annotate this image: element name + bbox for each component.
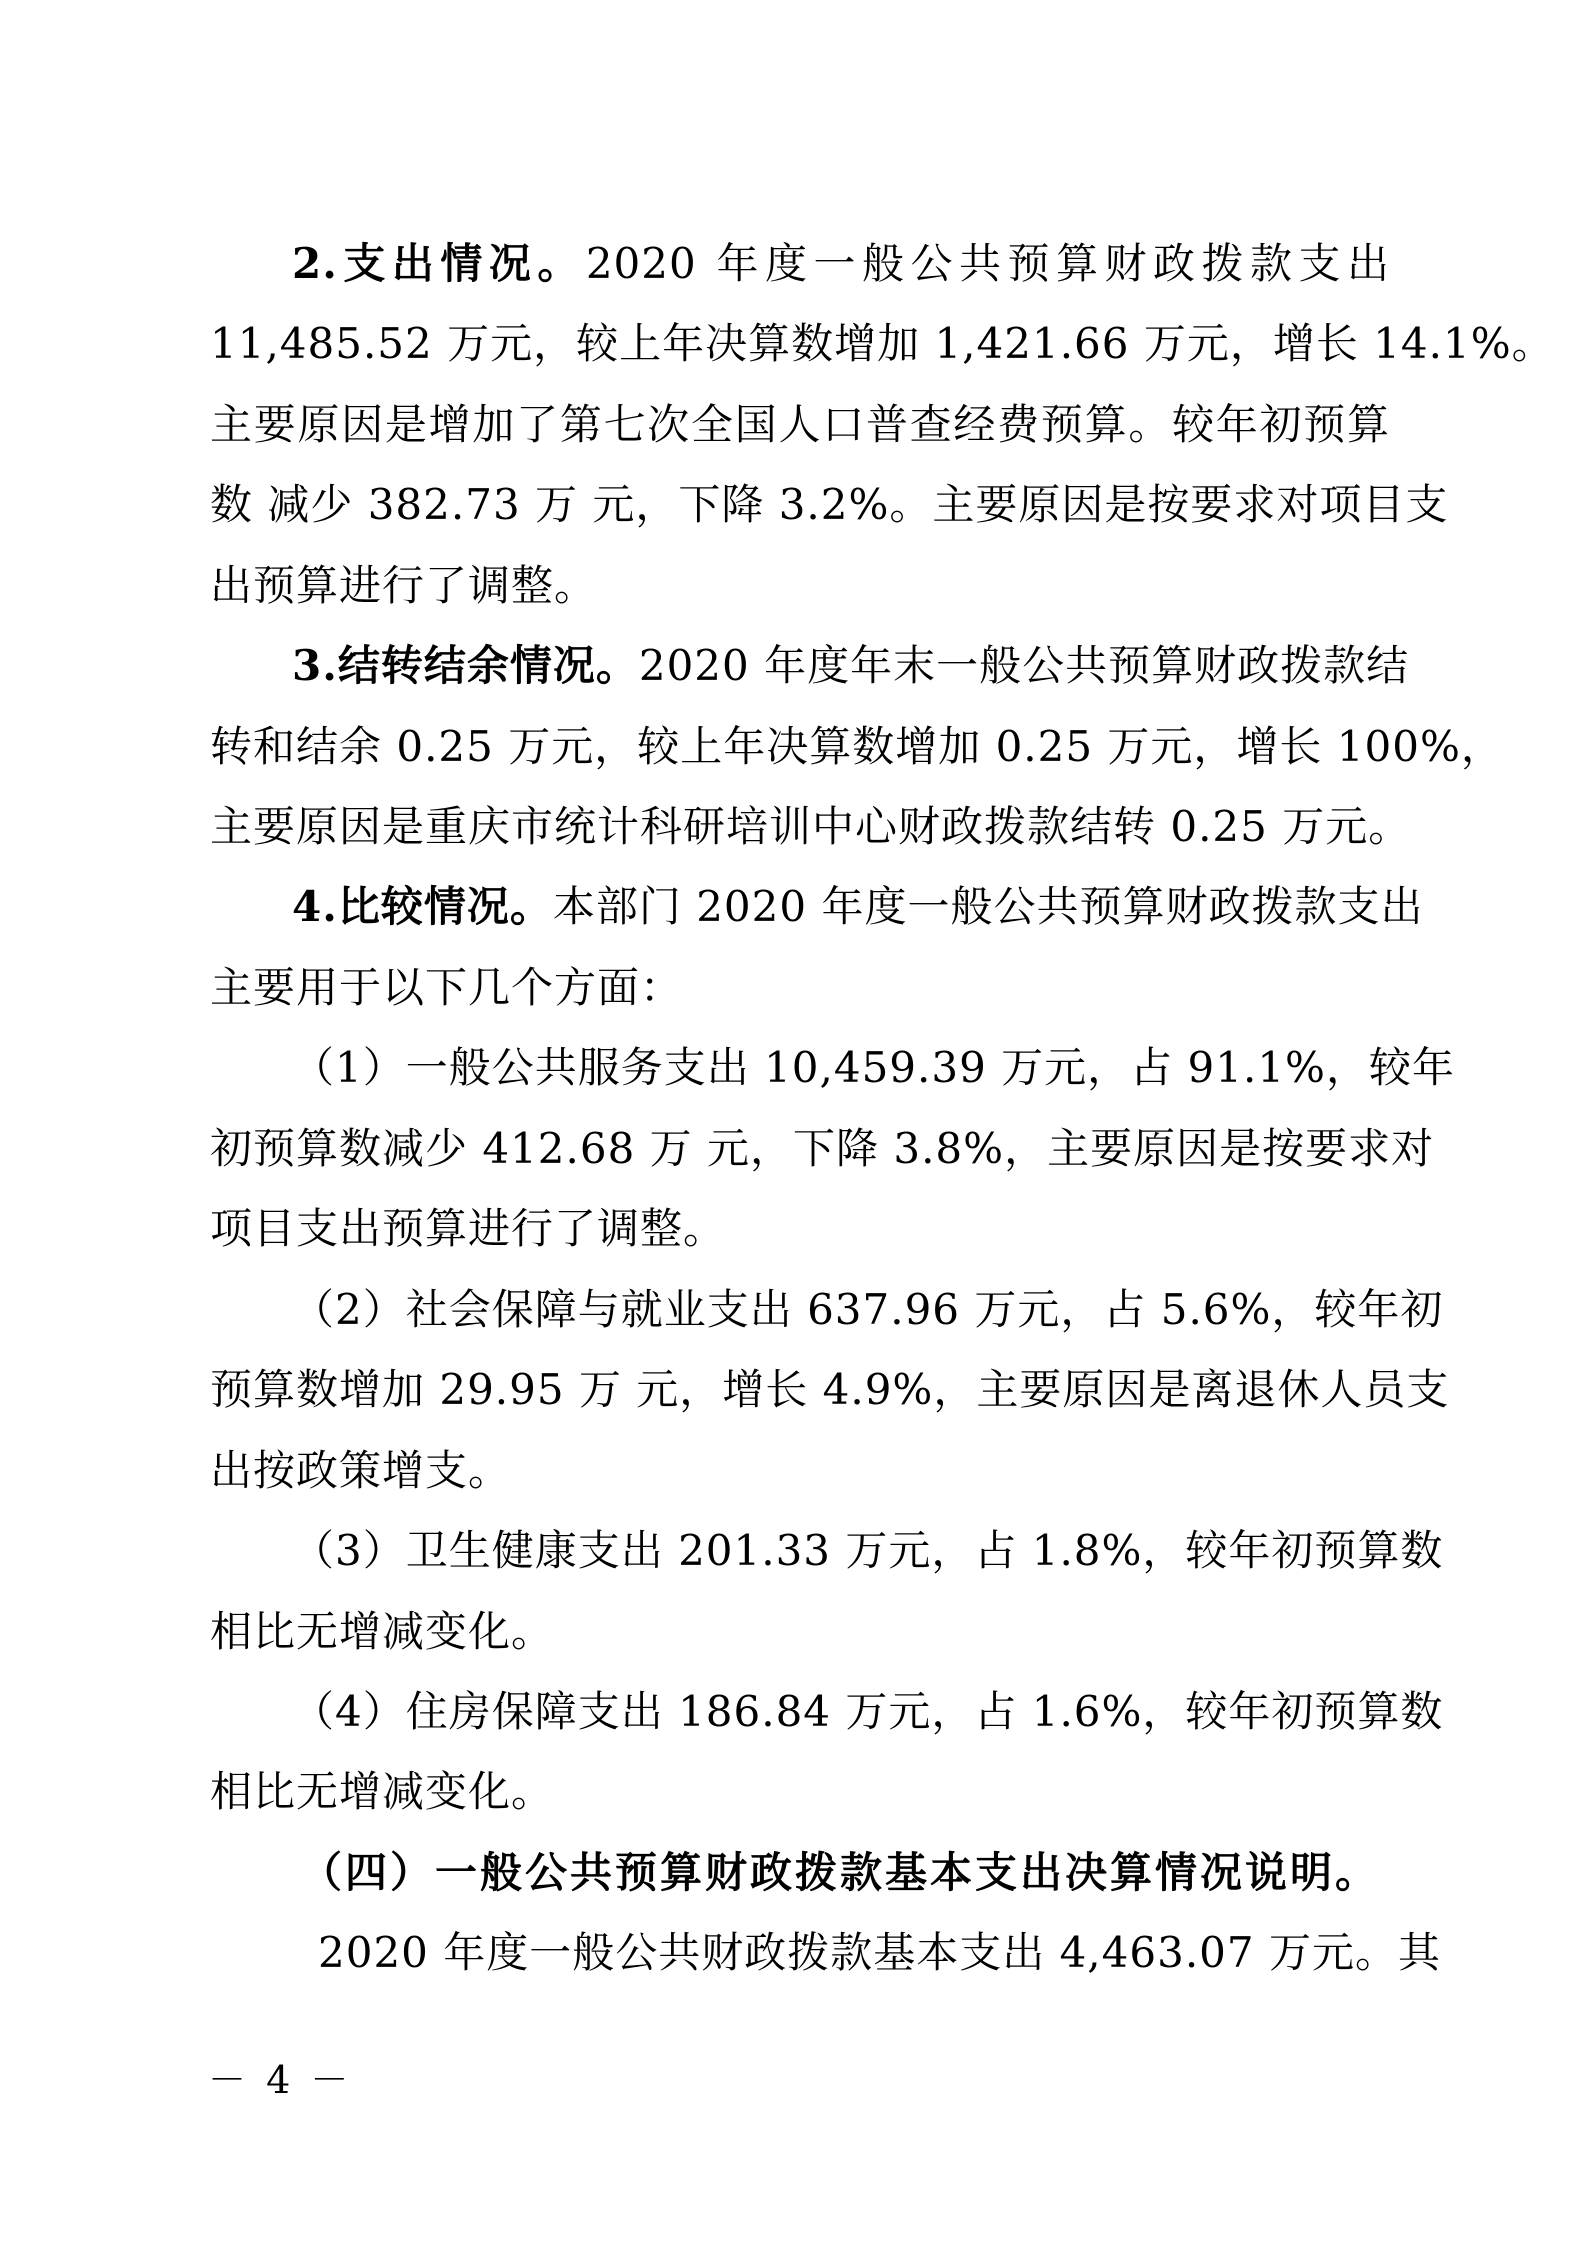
paragraph-line: 数 减少 382.73 万 元，下降 3.2%。主要原因是按要求对项目支 bbox=[210, 480, 1449, 529]
list-item-line: 相比无增减变化。 bbox=[210, 1607, 555, 1656]
list-item-line: （1）一般公共服务支出 10,459.39 万元，占 91.1%，较年 bbox=[292, 1043, 1455, 1092]
paragraph-line bbox=[292, 635, 1410, 697]
paragraph-line: 主要原因是增加了第七次全国人口普查经费预算。较年初预算 bbox=[210, 400, 1390, 449]
paragraph-line: 主要原因是重庆市统计科研培训中心财政拨款结转 0.25 万元。 bbox=[210, 802, 1412, 851]
section-heading: （四）一般公共预算财政拨款基本支出决算情况说明。 bbox=[300, 1848, 1381, 1897]
paragraph-line: 11,485.52 万元，较上年决算数增加 1,421.66 万元，增长 14.1%。 bbox=[210, 319, 1555, 368]
list-item-line: （3）卫生健康支出 201.33 万元，占 1.8%，较年初预算数 bbox=[292, 1526, 1444, 1575]
list-item-line: 出按政策增支。 bbox=[210, 1446, 512, 1495]
paragraph-lead: 3.结转结余情况。 bbox=[292, 641, 639, 690]
list-item-line: 相比无增减变化。 bbox=[210, 1767, 555, 1816]
paragraph-text: 2020 年度一般公共预算财政拨款支出 bbox=[585, 239, 1390, 288]
paragraph-lead: 2.支出情况。 bbox=[292, 239, 586, 288]
paragraph-line: 出预算进行了调整。 bbox=[210, 561, 598, 610]
paragraph-text: 2020 年度年末一般公共预算财政拨款结 bbox=[638, 641, 1410, 690]
list-item-line: 预算数增加 29.95 万 元，增长 4.9%，主要原因是离退休人员支 bbox=[210, 1365, 1450, 1414]
paragraph-line: 转和结余 0.25 万元，较上年决算数增加 0.25 万元，增长 100%， bbox=[210, 722, 1504, 771]
paragraph-line: 2020 年度一般公共财政拨款基本支出 4,463.07 万元。其 bbox=[318, 1928, 1441, 1977]
paragraph-lead: 4.比较情况。 bbox=[292, 882, 553, 931]
paragraph-line bbox=[292, 233, 1390, 295]
paragraph-line bbox=[292, 876, 1424, 938]
paragraph-line: 主要用于以下几个方面： bbox=[210, 963, 684, 1012]
list-item-line: （2）社会保障与就业支出 637.96 万元，占 5.6%，较年初 bbox=[292, 1285, 1444, 1334]
list-item-line: 初预算数减少 412.68 万 元，下降 3.8%，主要原因是按要求对 bbox=[210, 1124, 1435, 1173]
list-item-line: 项目支出预算进行了调整。 bbox=[210, 1204, 727, 1253]
list-item-line: （4）住房保障支出 186.84 万元，占 1.6%，较年初预算数 bbox=[292, 1687, 1444, 1736]
page-number: － 4 － bbox=[208, 2058, 353, 2102]
paragraph-text: 本部门 2020 年度一般公共预算财政拨款支出 bbox=[552, 882, 1424, 931]
